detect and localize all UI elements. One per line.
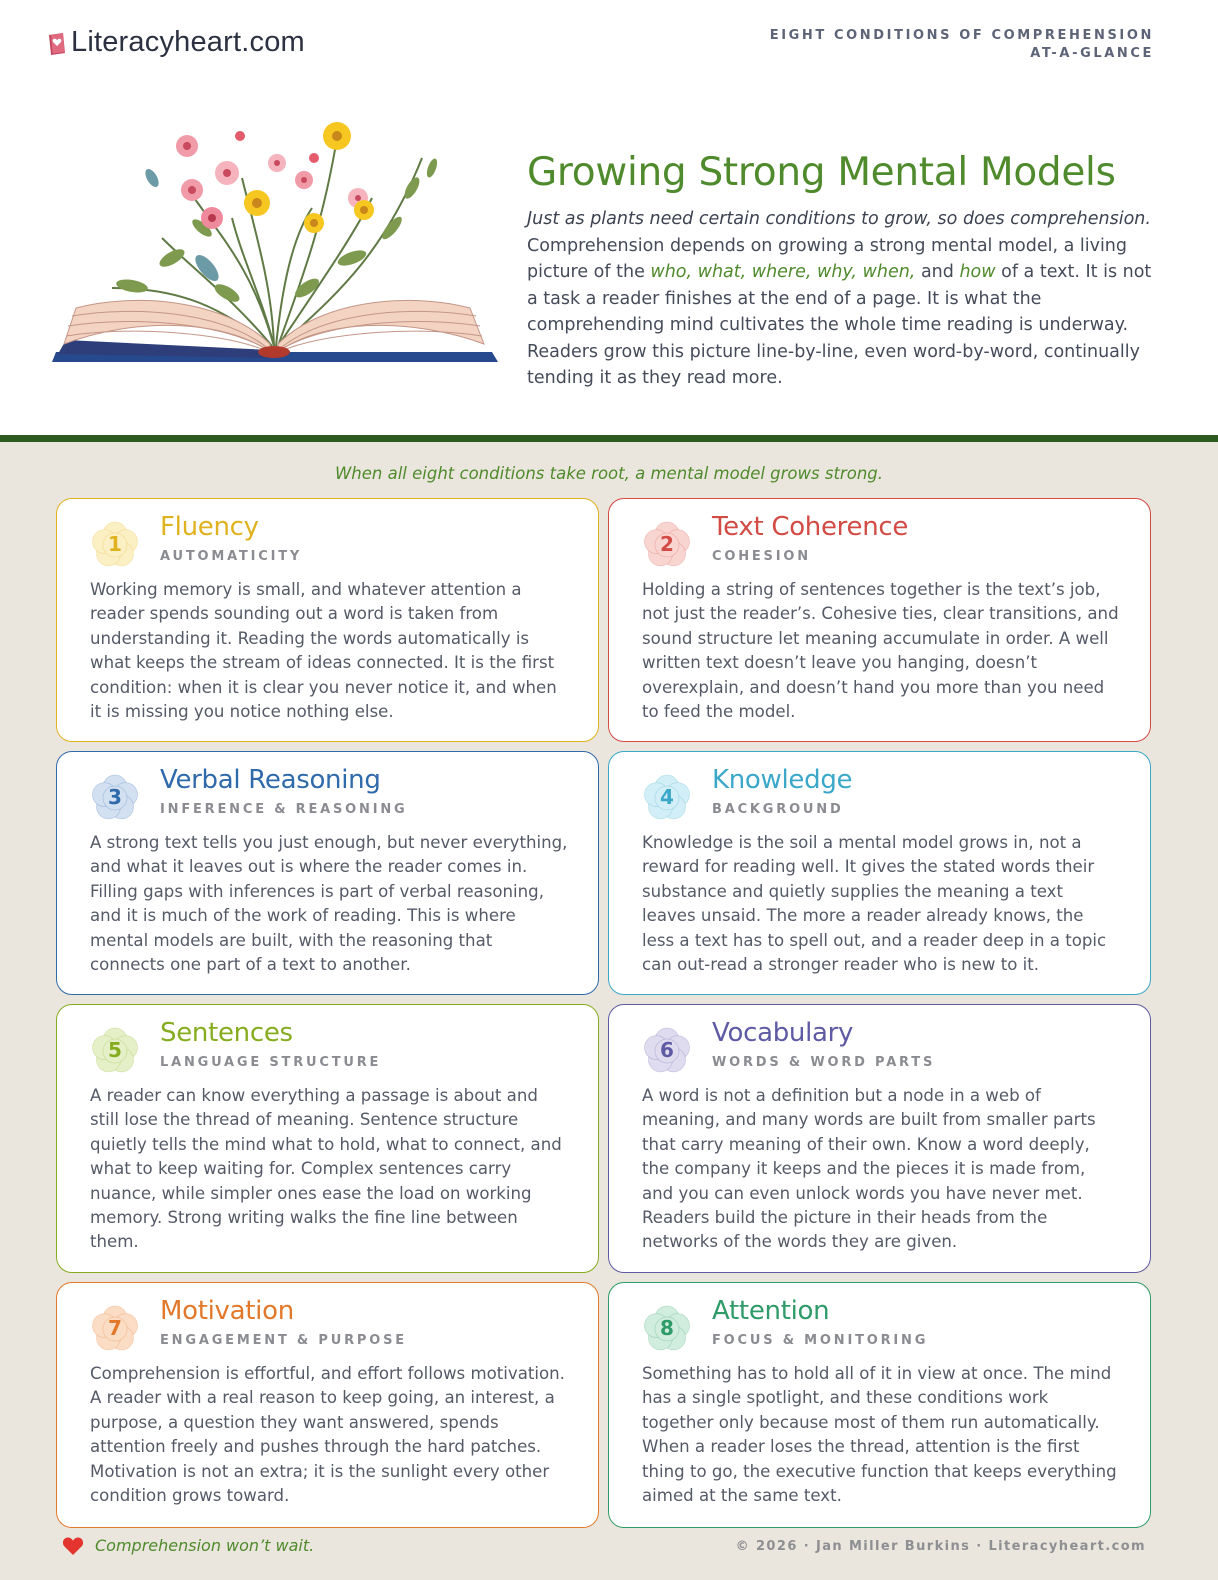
condition-number: 2 xyxy=(660,532,674,556)
condition-title: Knowledge xyxy=(712,765,853,795)
document-tag-line-2: AT-A-GLANCE xyxy=(1030,46,1154,61)
document-tag-line-1: EIGHT CONDITIONS OF COMPREHENSION xyxy=(769,28,1154,43)
condition-description: Something has to hold all of it in view at once. The mind has a single spotlight, and these conditions work together only because most of them run automatically. When a reader loses the thread, attention is the first thing to go, the executive function that keeps everything aimed at the same text. xyxy=(642,1364,1117,1506)
condition-subtitle: AUTOMATICITY xyxy=(160,549,303,564)
footer-slogan: Comprehension won’t wait. xyxy=(95,1536,315,1555)
condition-title: Sentences xyxy=(160,1018,293,1048)
condition-description: Working memory is small, and whatever attention a reader spends sounding out a word is taken from understanding it. Reading the words automatically is what keeps the stream of ideas connected. It is the first condition: when it is clear you never notice it, and when it is missing you notice nothing else. xyxy=(90,580,557,722)
condition-subtitle: COHESION xyxy=(712,549,811,564)
condition-number: 7 xyxy=(108,1316,122,1340)
flower-badge-icon xyxy=(89,772,141,824)
flower-badge-icon xyxy=(89,1303,141,1355)
brand-name: Literacyheart.com xyxy=(71,26,305,58)
conditions-section xyxy=(0,435,1218,1580)
condition-subtitle: BACKGROUND xyxy=(712,802,844,817)
condition-title: Fluency xyxy=(160,512,259,542)
heart-icon xyxy=(62,1536,84,1556)
hero-body-highlight-2: how xyxy=(959,262,996,282)
condition-subtitle: LANGUAGE STRUCTURE xyxy=(160,1055,382,1070)
condition-card-1 xyxy=(56,498,599,742)
hero-body-highlight-1: who, what, where, why, when, xyxy=(650,262,916,282)
condition-subtitle: FOCUS & MONITORING xyxy=(712,1333,929,1348)
condition-number: 6 xyxy=(660,1038,674,1062)
condition-number: 5 xyxy=(108,1038,122,1062)
condition-subtitle: INFERENCE & REASONING xyxy=(160,802,408,817)
condition-number: 1 xyxy=(108,532,122,556)
condition-card-6 xyxy=(608,1004,1151,1273)
condition-card-7 xyxy=(56,1282,599,1528)
heart-book-icon xyxy=(46,29,68,57)
condition-card-4 xyxy=(608,751,1151,995)
condition-description: A strong text tells you just enough, but never everything, and what it leaves out is where the reader comes in. Filling gaps with inferences is part of verbal reasoning, and it is much of the work of reading. This is where mental models are built, with the reasoning that connects one part of a text to another. xyxy=(90,833,568,975)
condition-number: 3 xyxy=(108,785,122,809)
flower-badge-icon xyxy=(641,519,693,571)
hero-body-text-2: and xyxy=(915,262,960,282)
condition-title: Vocabulary xyxy=(712,1018,854,1048)
document-tag xyxy=(770,27,1154,63)
hero-body-lead: Just as plants need certain conditions to grow, so does comprehension. xyxy=(527,209,1151,229)
condition-title: Attention xyxy=(712,1296,830,1326)
condition-number: 4 xyxy=(660,785,674,809)
condition-title: Verbal Reasoning xyxy=(160,765,381,795)
section-tagline: When all eight conditions take root, a mental model grows strong. xyxy=(334,464,883,483)
condition-card-8 xyxy=(608,1282,1151,1528)
condition-title: Motivation xyxy=(160,1296,294,1326)
brand-logo[interactable] xyxy=(46,26,305,59)
condition-number: 8 xyxy=(660,1316,674,1340)
condition-card-5 xyxy=(56,1004,599,1273)
condition-description: Comprehension is effortful, and effort follows motivation. A reader with a real reason to keep going, an interest, a purpose, a question they want answered, spends attention freely and pushes through the hard patches. Motivation is not an extra; it is the sunlight every other condition grows toward. xyxy=(90,1364,565,1506)
condition-subtitle: ENGAGEMENT & PURPOSE xyxy=(160,1333,407,1348)
flower-badge-icon xyxy=(641,1025,693,1077)
condition-description: A word is not a definition but a node in a web of meaning, and many words are built from smaller parts that carry meaning of their own. Know a word deeply, the company it keeps and the pieces it is made from, and you can even unlock words you have never met. Readers build the picture in their heads from the networks of the words they are given. xyxy=(642,1086,1096,1252)
condition-title: Text Coherence xyxy=(712,512,909,542)
hero-body xyxy=(527,206,1152,392)
hero-body-text-3: of a text. It is not a task a reader finishes at the end of a page. It is what the comprehending mind cultivates the whole time reading is underway. Readers grow this picture line-by-line, even word-by-word, continually tending it as they read more. xyxy=(527,262,1152,388)
footer-copyright: © 2026 · Jan Miller Burkins · Literacyheart.com xyxy=(735,1539,1146,1554)
condition-description: Knowledge is the soil a mental model grows in, not a reward for reading well. It gives the stated words their substance and quietly supplies the meaning a text leaves unsaid. The more a reader already knows, the less a text has to spell out, and a reader deep in a topic can out-read a stronger reader who is new to it. xyxy=(642,833,1107,975)
flower-badge-icon xyxy=(641,772,693,824)
hero-body-text-1: Comprehension depends on growing a strong mental model, a living picture of the xyxy=(527,235,1128,282)
condition-description: A reader can know everything a passage is about and still lose the thread of meaning. Sentence structure quietly tells the mind what to hold, what to connect, and what to keep waiting for. Complex sentences carry nuance, while simpler ones ease the load on working memory. Strong writing walks the fine line between them. xyxy=(90,1086,562,1252)
condition-description: Holding a string of sentences together is the text’s job, not just the reader’s. Cohesive ties, clear transitions, and sound structure let meaning accumulate in order. A well written text doesn’t leave you hanging, doesn’t overexplain, and doesn’t hand you more than you need to feed the model. xyxy=(642,580,1119,722)
condition-card-2 xyxy=(608,498,1151,742)
condition-card-3 xyxy=(56,751,599,995)
book-flowers-illustration xyxy=(52,118,498,373)
flower-badge-icon xyxy=(89,1025,141,1077)
condition-subtitle: WORDS & WORD PARTS xyxy=(712,1055,936,1070)
flower-badge-icon xyxy=(89,519,141,571)
hero-title: Growing Strong Mental Models xyxy=(527,150,1116,195)
flower-badge-icon xyxy=(641,1303,693,1355)
